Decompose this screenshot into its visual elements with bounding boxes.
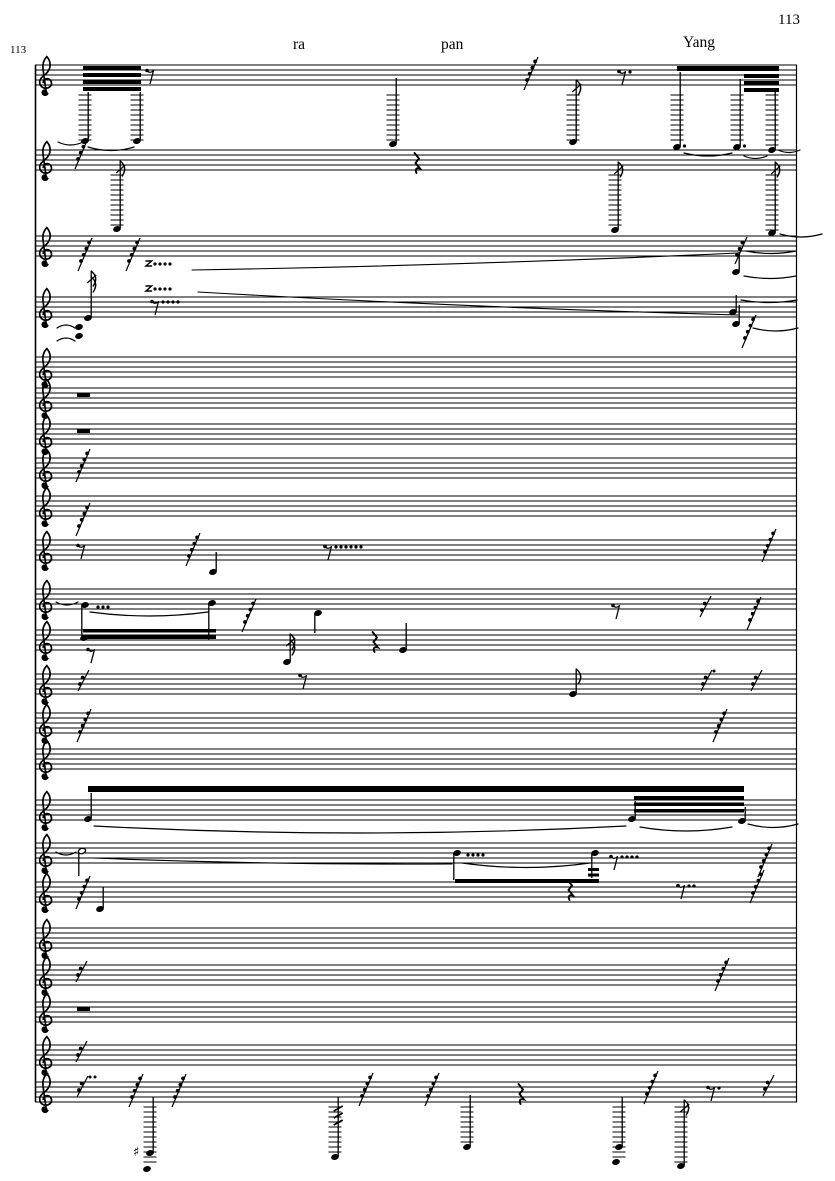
treble-clef-icon [40, 920, 52, 959]
treble-clef-icon [40, 416, 52, 455]
treble-clef-icon [40, 666, 52, 705]
staff-22 [35, 1037, 797, 1076]
treble-clef-icon [40, 792, 52, 831]
treble-clef-icon [40, 450, 52, 489]
treble-clef-icon [40, 228, 52, 267]
treble-clef-icon [40, 1074, 52, 1113]
staff-23 [35, 1071, 797, 1173]
staff-10 [35, 529, 797, 576]
treble-clef-icon [40, 581, 52, 620]
staff-18 [35, 870, 797, 913]
treble-clef-icon [40, 705, 52, 744]
staff-11 [35, 581, 797, 663]
staff-8 [35, 449, 797, 488]
staff-16 [35, 786, 798, 833]
treble-clef-icon [40, 874, 52, 913]
treble-clef-icon [40, 488, 52, 527]
treble-clef-icon [40, 741, 52, 780]
treble-clef-icon [40, 57, 52, 96]
staff-5 [35, 349, 797, 388]
staff-21 [35, 994, 797, 1033]
staff-9 [35, 488, 797, 536]
treble-clef-icon [40, 142, 52, 181]
treble-clef-icon [40, 994, 52, 1033]
page-number: 113 [778, 12, 800, 28]
staff-19 [35, 920, 797, 959]
staff-1 [35, 57, 800, 159]
treble-clef-icon [40, 622, 52, 661]
staff-12 [35, 622, 797, 666]
staff-2 [35, 136, 822, 237]
treble-clef-icon [40, 957, 52, 996]
staff-20 [35, 957, 797, 996]
staff-15 [35, 741, 797, 780]
staff-13 [35, 666, 797, 705]
treble-clef-icon [40, 835, 52, 874]
lyric-syllable: pan [441, 36, 464, 53]
staff-6 [35, 380, 797, 419]
bar-number: 113 [10, 44, 27, 56]
staff-14 [35, 705, 797, 744]
treble-clef-icon [40, 1037, 52, 1076]
treble-clef-icon [40, 532, 52, 571]
treble-clef-icon [40, 289, 52, 328]
staff-7 [35, 416, 797, 455]
lyric-syllable: Yang [683, 34, 716, 51]
staff-4 [35, 271, 798, 348]
lyric-syllable: ra [293, 36, 306, 53]
svg-text:♯: ♯ [133, 1145, 140, 1160]
